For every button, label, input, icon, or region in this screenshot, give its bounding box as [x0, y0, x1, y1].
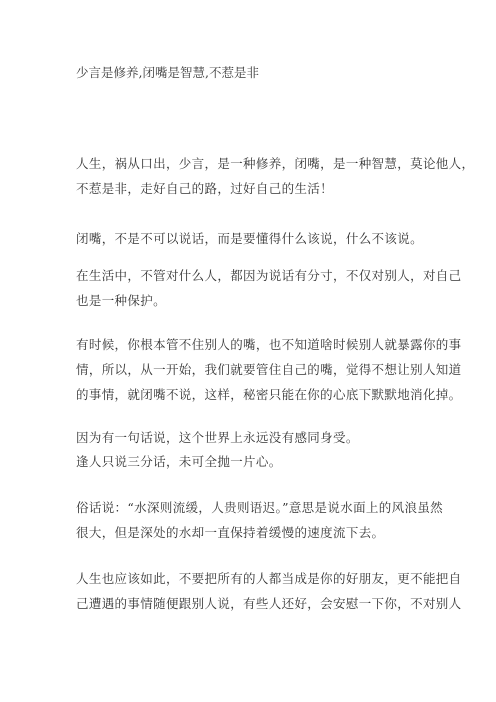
paragraph-line: 有时候，你根本管不住别人的嘴，也不知道啥时候别人就暴露你的事 — [76, 337, 462, 352]
paragraph-line: 的事情，就闭嘴不说，这样，秘密只能在你的心底下默默地消化掉。 — [76, 387, 462, 402]
paragraph-line: 逢人只说三分话，未可全抛一片心。 — [76, 454, 282, 469]
paragraph-line: 情，所以，从一开始，我们就要管住自己的嘴，觉得不想让别人知道 — [76, 362, 462, 377]
paragraph-line: 很大，但是深处的水却一直保持着缓慢的速度流下去。 — [76, 525, 385, 540]
paragraph-line: 己遭遇的事情随便跟别人说，有些人还好，会安慰一下你，不对别人 — [76, 596, 462, 611]
paragraph-line: 因为有一句话说，这个世界上永远没有感同身受。 — [76, 430, 359, 445]
paragraph-line: 在生活中，不管对什么人，都因为说话有分寸，不仅对别人，对自己 — [76, 268, 462, 283]
paragraph-1 — [76, 151, 475, 201]
paragraph-2 — [76, 226, 426, 251]
paragraph-line: 俗话说：“水深则流缓，人贵则语迟。”意思是说水面上的风浪虽然 — [76, 500, 444, 515]
paragraph-4 — [76, 332, 462, 407]
paragraph-6 — [76, 495, 444, 545]
paragraph-7 — [76, 566, 462, 616]
paragraph-3 — [76, 263, 462, 313]
paragraph-line: 人生也应该如此，不要把所有的人都当成是你的好朋友，更不能把自 — [76, 571, 462, 586]
paragraph-line: 人生，祸从口出，少言，是一种修养，闭嘴，是一种智慧，莫论他人， — [76, 156, 475, 171]
paragraph-line: 闭嘴，不是不可以说话，而是要懂得什么该说，什么不该说。 — [76, 231, 423, 246]
document-title: 少言是修养,闭嘴是智慧,不惹是非 — [76, 65, 259, 80]
paragraph-line: 不惹是非，走好自己的路，过好自己的生活！ — [76, 181, 334, 196]
paragraph-line: 也是一种保护。 — [76, 293, 166, 308]
paragraph-5 — [76, 426, 426, 474]
